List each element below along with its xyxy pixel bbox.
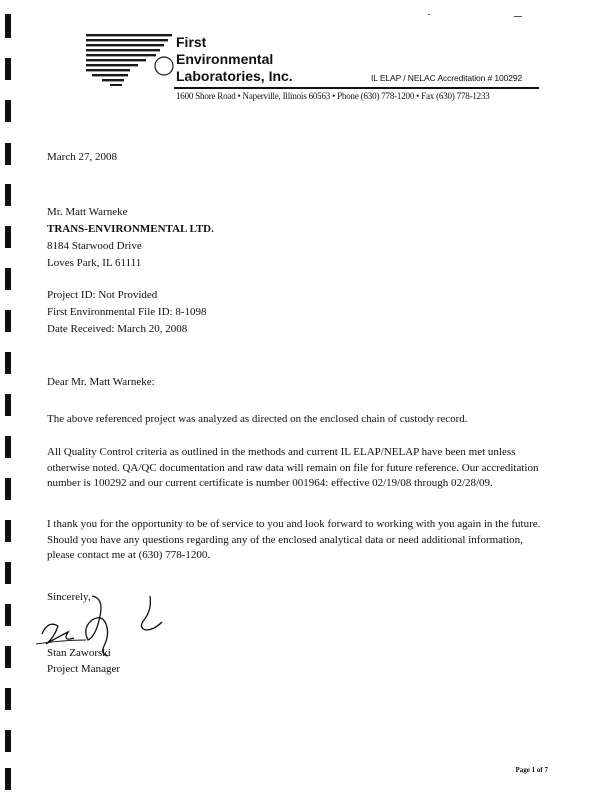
binder-mark: [5, 143, 11, 165]
binder-mark: [5, 730, 11, 752]
recipient-company: TRANS-ENVIRONMENTAL LTD.: [47, 223, 214, 235]
binder-mark: [5, 562, 11, 584]
company-name-line: First: [176, 34, 207, 50]
binder-mark: [5, 226, 11, 248]
company-name-line: Laboratories, Inc.: [176, 68, 293, 84]
company-name-line: Environmental: [176, 51, 274, 67]
date-received: Date Received: March 20, 2008: [47, 323, 188, 335]
binder-mark: [5, 352, 11, 374]
binder-mark: [5, 100, 11, 122]
binder-mark: [5, 768, 11, 790]
project-id: Project ID: Not Provided: [47, 289, 158, 301]
signer-title: Project Manager: [47, 663, 120, 675]
binder-mark: [5, 268, 11, 290]
binder-mark: [5, 478, 11, 500]
letterhead-rule: [174, 87, 539, 89]
binder-mark: [5, 646, 11, 668]
binder-mark: [5, 604, 11, 626]
binder-mark: [5, 184, 11, 206]
binder-mark: [5, 520, 11, 542]
letter-date: March 27, 2008: [47, 151, 117, 163]
page-number: Page 1 of 7: [515, 766, 548, 774]
recipient-city: Loves Park, IL 61111: [47, 257, 142, 269]
binder-mark: [5, 310, 11, 332]
company-name: [176, 34, 293, 85]
scan-speck: [514, 16, 522, 17]
recipient-name: Mr. Matt Warneke: [47, 206, 128, 218]
paragraph-thanks: I thank you for the opportunity to be of service to you and look forward to working with you again in the future. Should you have any questions regarding any of the enclosed analytical data or need additional information, please contact me at (630) 778-1200.: [47, 518, 541, 561]
binder-mark: [5, 14, 11, 38]
closing: Sincerely,: [47, 591, 91, 603]
signer-name: Stan Zaworski: [47, 647, 111, 659]
company-logo-icon: [86, 30, 176, 88]
accreditation-text: IL ELAP / NELAC Accreditation # 100292: [371, 73, 523, 83]
paragraph-quality-control: All Quality Control criteria as outlined in the methods and current IL ELAP/NELAP have been met unless otherwise noted. QA/QC documentation and raw data will remain on file for future reference. Our accreditation number is 100292 and our current certificate is number 001964: effective 02/19/08 through 02/28/09.: [47, 446, 539, 489]
salutation: Dear Mr. Matt Warneke:: [47, 376, 155, 388]
file-id: First Environmental File ID: 8-1098: [47, 306, 207, 318]
binder-mark: [5, 394, 11, 416]
paragraph-analysis: The above referenced project was analyzed as directed on the enclosed chain of custody record.: [47, 413, 468, 425]
scan-speck: [428, 14, 430, 15]
binder-mark: [5, 688, 11, 710]
recipient-street: 8184 Starwood Drive: [47, 240, 142, 252]
binder-mark: [5, 436, 11, 458]
binder-mark: [5, 58, 11, 80]
company-address: 1600 Shore Road • Naperville, Illinois 60563 • Phone (630) 778-1200 • Fax (630) 778-1233: [176, 91, 490, 101]
